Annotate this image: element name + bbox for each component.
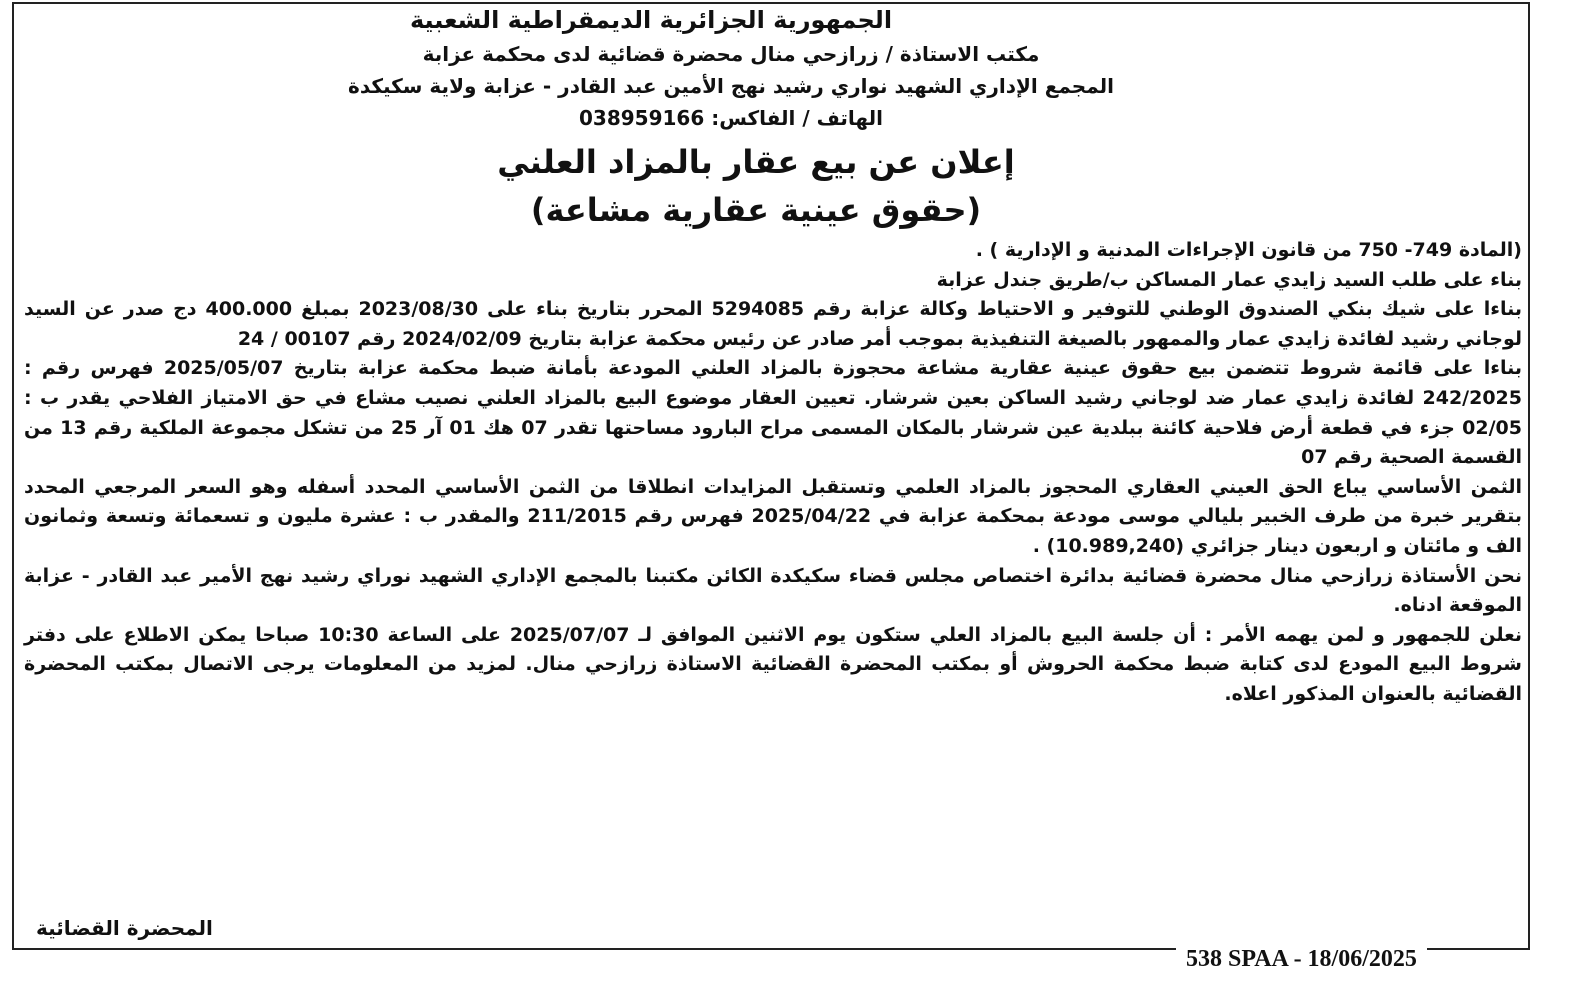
office-phone-fax: الهاتف / الفاكس: 038959166	[578, 106, 884, 130]
base-price-paragraph: الثمن الأساسي يباع الحق العيني العقاري المحجوز بالمزاد العلمي وتستقبل المزايدات انطلاقا من الثمن الأساسي المحدد أسفله وهو السعر المرجعي المحدد بتقرير خبرة من طرف الخبير بليالي موسى مودعة بمحكمة عزابة في 2025/04/22 فهرس رقم 211/2015 والمقدر ب : عشرة مليون و تسعمائة وتسعة وثمانون الف و مائتان و اربعون دينار جزائري (10.989,240) .	[24, 475, 1522, 557]
cheque-paragraph: بناءا على شيك بنكي الصندوق الوطني للتوفير و الاحتياط وكالة عزابة رقم 5294085 المحرر بتاريخ بناء على 2023/08/30 بمبلغ 400.000 دج صدر عن السيد لوجاني رشيد لفائدة زايدي عمار والممهور بالصيغة التنفيذية بموجب أمر صادر عن رئيس محكمة عزابة بتاريخ 2024/02/09 رقم 00107 / 24	[24, 298, 1522, 350]
announcement-subtitle: (حقوق عينية عقارية مشاعة)	[530, 191, 982, 229]
public-notice-paragraph: نعلن للجمهور و لمن يهمه الأمر : أن جلسة البيع بالمزاد العلي ستكون يوم الاثنين الموافق لـ 2025/07/07 على الساعة 10:30 صباحا يمكن الاطلاع على دفتر شروط البيع المودع لدى كتابة ضبط محكمة الحروش أو بمكتب المحضرة القضائية الاستاذة زرازحي منال. لمزيد من المعلومات يرجى الاتصال بمكتب المحضرة القضائية بالعنوان المذكور اعلاه.	[24, 623, 1522, 705]
conditions-paragraph: بناءا على قائمة شروط تتضمن بيع حقوق عينية عقارية مشاعة محجوزة بالمزاد العلني المودعة بأمانة ضبط محكمة عزابة بتاريخ 2025/05/07 فهرس رقم : 242/2025 لفائدة زايدي عمار ضد لوجاني رشيد الساكن بعين شرشار. تعيين العقار موضوع البيع بالمزاد العلني نصيب مشاع في حق الامتياز الفلاحي يقدر ب : 02/05 جزء في قطعة أرض فلاحية كائنة ببلدية عين شرشار بالمكان المسمى مراح البارود مساحتها تقدر 07 هك 01 آر 25 من تشكل مجموعة الملكية رقم 13 من القسمة الصحية رقم 07	[24, 357, 1522, 469]
office-address: المجمع الإداري الشهيد نواري رشيد نهج الأمين عبد القادر - عزابة ولاية سكيكدة	[348, 74, 1114, 98]
office-header	[20, 38, 1522, 134]
legal-basis-paragraph: (المادة 749- 750 من قانون الإجراءات المدنية و الإدارية ) .	[975, 239, 1522, 261]
announcement-body	[20, 236, 1522, 710]
announcement-title: إعلان عن بيع عقار بالمزاد العلني	[497, 143, 1015, 181]
publication-reference: 538 SPAA - 18/06/2025	[1176, 944, 1427, 974]
signature: المحضرة القضائية	[36, 916, 213, 940]
office-name: مكتب الاستاذة / زرازحي منال محضرة قضائية لدى محكمة عزابة	[422, 42, 1040, 66]
auction-announcement	[20, 0, 1522, 710]
country-heading: الجمهورية الجزائرية الديمقراطية الشعبية	[409, 6, 893, 34]
bailiff-paragraph: نحن الأستاذة زرازحي منال محضرة قضائية بدائرة اختصاص مجلس قضاء سكيكدة الكائن مكتبنا بالمجمع الإداري الشهيد نوراي رشيد نهج الأمير عبد القادر - عزابة الموقعة ادناه.	[24, 564, 1522, 617]
requester-paragraph: بناء على طلب السيد زايدي عمار المساكن ب/طريق جندل عزابة	[936, 268, 1522, 291]
